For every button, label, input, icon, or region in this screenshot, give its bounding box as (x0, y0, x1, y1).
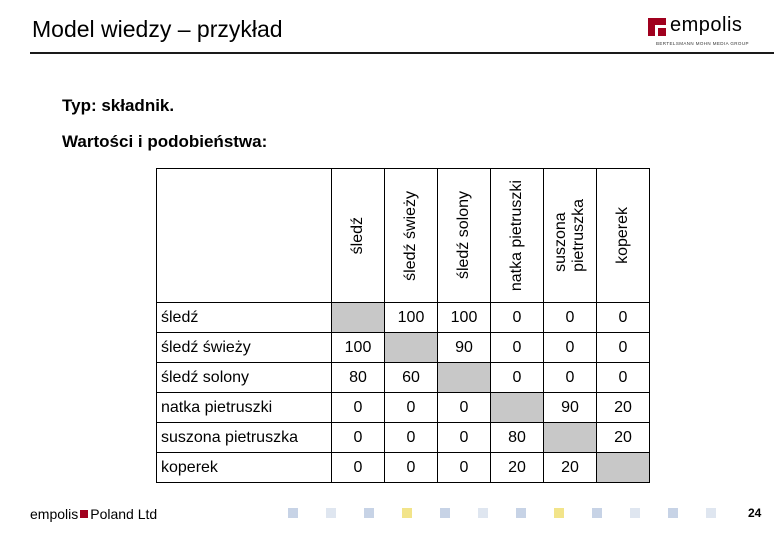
footer-company-logo (30, 506, 157, 522)
table-cell: 0 (491, 303, 544, 333)
row-header: natka pietruszki (157, 393, 332, 423)
table-row (157, 333, 650, 363)
table-cell: 0 (544, 333, 597, 363)
decorative-dot (592, 508, 602, 518)
empolis-logo-mark (648, 18, 666, 36)
logo-text: empolis (670, 14, 743, 36)
type-line: Typ: składnik. (62, 96, 175, 115)
table-cell: 20 (597, 393, 650, 423)
empolis-logo (648, 16, 774, 50)
table-cell: 0 (332, 423, 385, 453)
decorative-dot (630, 508, 640, 518)
table-cell: 80 (491, 423, 544, 453)
table-cell: 0 (544, 303, 597, 333)
row-header: suszona pietruszka (157, 423, 332, 453)
table-cell: 100 (332, 333, 385, 363)
table-cell: 60 (385, 363, 438, 393)
similarity-table (156, 168, 650, 483)
row-header: śledź (157, 303, 332, 333)
column-header (597, 169, 650, 303)
table-cell: 80 (332, 363, 385, 393)
column-header-label: śledź solony (455, 191, 472, 280)
footer-company-suffix: Poland Ltd (90, 506, 158, 522)
title-divider (30, 52, 774, 54)
table-cell: 0 (491, 363, 544, 393)
decorative-dots (288, 508, 758, 520)
column-header (544, 169, 597, 303)
column-header (385, 169, 438, 303)
table-cell: 0 (332, 453, 385, 483)
table-row (157, 423, 650, 453)
table-cell: 20 (544, 453, 597, 483)
column-header-row (157, 169, 650, 303)
table-corner (157, 169, 332, 303)
column-header-label: koperek (614, 207, 631, 264)
diagonal-cell (491, 393, 544, 423)
table-cell: 0 (385, 453, 438, 483)
decorative-dot (668, 508, 678, 518)
table-row (157, 363, 650, 393)
row-header: koperek (157, 453, 332, 483)
diagonal-cell (438, 363, 491, 393)
table-cell: 0 (597, 333, 650, 363)
decorative-dot (706, 508, 716, 518)
logo-subtext: BERTELSMANN MOHN MEDIA GROUP (656, 41, 749, 46)
column-header (438, 169, 491, 303)
table-cell: 0 (438, 453, 491, 483)
diagonal-cell (332, 303, 385, 333)
table-cell: 0 (491, 333, 544, 363)
diagonal-cell (544, 423, 597, 453)
decorative-dot (554, 508, 564, 518)
decorative-dot (440, 508, 450, 518)
decorative-dot (402, 508, 412, 518)
table-cell: 0 (597, 363, 650, 393)
row-header: śledź solony (157, 363, 332, 393)
diagonal-cell (597, 453, 650, 483)
page-title: Model wiedzy – przykład (32, 16, 283, 42)
table-cell: 0 (438, 423, 491, 453)
table-cell: 0 (597, 303, 650, 333)
page-number: 24 (748, 506, 762, 520)
diagonal-cell (385, 333, 438, 363)
table-cell: 0 (385, 393, 438, 423)
column-header (491, 169, 544, 303)
column-header-label: suszona pietruszka (552, 199, 587, 272)
table-cell: 90 (438, 333, 491, 363)
table-cell: 0 (332, 393, 385, 423)
table-cell: 100 (385, 303, 438, 333)
column-header (332, 169, 385, 303)
table-cell: 20 (597, 423, 650, 453)
brand-square-icon (80, 510, 88, 518)
table-row (157, 303, 650, 333)
table-cell: 90 (544, 393, 597, 423)
table-row (157, 393, 650, 423)
decorative-dot (326, 508, 336, 518)
column-header-label: natka pietruszki (508, 179, 525, 292)
table-cell: 0 (544, 363, 597, 393)
column-header-label: śledź (349, 216, 366, 255)
decorative-dot (516, 508, 526, 518)
decorative-dot (364, 508, 374, 518)
values-line: Wartości i podobieństwa: (62, 132, 268, 151)
row-header: śledź świeży (157, 333, 332, 363)
table-cell: 100 (438, 303, 491, 333)
table-row (157, 453, 650, 483)
table-cell: 0 (385, 423, 438, 453)
decorative-dot (288, 508, 298, 518)
table-cell: 20 (491, 453, 544, 483)
table-cell: 0 (438, 393, 491, 423)
footer-company-name: empolis (30, 506, 79, 522)
decorative-dot (478, 508, 488, 518)
column-header-label: śledź świeży (402, 190, 419, 281)
